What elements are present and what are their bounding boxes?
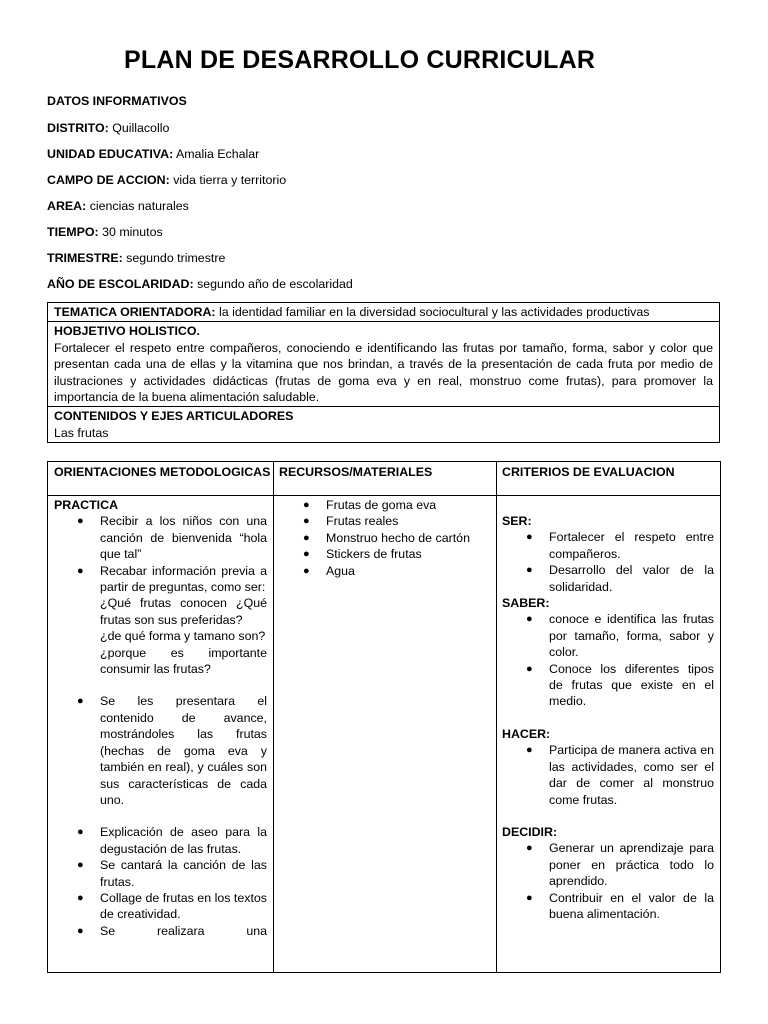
- contenidos-label: CONTENIDOS Y EJES ARTICULADORES: [54, 409, 294, 424]
- pregunta: ¿de qué forma y tamano son?: [100, 629, 266, 644]
- datos-heading: DATOS INFORMATIVOS: [47, 94, 187, 108]
- list-item: ● Frutas reales: [303, 514, 399, 529]
- list-item: ● Collage de frutas en los textos de creatividad.: [77, 890, 267, 922]
- list-item: ● Fortalecer el respeto entre compañeros.: [526, 530, 714, 561]
- objetivo-label: HOBJETIVO HOLISTICO.: [54, 324, 200, 339]
- plan-table: [47, 461, 721, 973]
- criterios-column: [496, 462, 720, 972]
- tematica-section: TEMATICA ORIENTADORA: la identidad familiar en la diversidad sociocultural y las actividades productivas: [48, 303, 719, 322]
- list-item: ● Explicación de aseo para la degustación de las frutas.: [77, 825, 267, 856]
- objetivo-text: Fortalecer el respeto entre compañeros, conociendo e identificando las frutas por tamaño, forma, sabor y color que presentan cada una de ellas y la vitamina que nos brindan, a través de la presentación de cada fruta por medio de ilustraciones y actividades didácticas (frutas de goma eva y en real, monstruo come frutas), para promover la importancia de la buena alimentación saludable.: [54, 340, 713, 405]
- recursos-header: RECURSOS/MATERIALES: [279, 465, 433, 479]
- practica-label: PRACTICA: [54, 498, 119, 512]
- objetivo-section: [48, 322, 719, 407]
- plan-summary-box: [47, 302, 720, 443]
- ser-label: SER:: [502, 514, 532, 528]
- list-item: ● Stickers de frutas: [303, 547, 422, 562]
- list-item: ● Monstruo hecho de cartón: [303, 530, 470, 545]
- info-trimestre: TRIMESTRE: segundo trimestre: [47, 251, 226, 265]
- list-item: ● Agua: [303, 563, 355, 578]
- orientaciones-column: [48, 462, 273, 972]
- pregunta: ¿Qué frutas conocen ¿Qué frutas son sus preferidas?: [100, 596, 267, 627]
- criterios-header: CRITERIOS DE EVALUACION: [502, 465, 675, 479]
- list-item: ● Se realizara una: [77, 923, 267, 938]
- list-item: ● conoce e identifica las frutas por tamaño, forma, sabor y color.: [526, 612, 714, 660]
- list-item: ● Contribuir en el valor de la buena alimentación.: [526, 890, 714, 921]
- orientaciones-header: ORIENTACIONES METODOLOGICAS: [54, 465, 271, 479]
- list-item: ● Generar un aprendizaje para poner en práctica todo lo aprendido.: [526, 841, 714, 889]
- info-tiempo: TIEMPO: 30 minutos: [47, 225, 163, 239]
- contenidos-value: Las frutas: [54, 425, 109, 440]
- info-area: AREA: ciencias naturales: [47, 199, 189, 213]
- pregunta: ¿porque es importante consumir las frutas?: [100, 645, 267, 677]
- list-item: ● Participa de manera activa en las actividades, como ser el dar de comer al monstruo come frutas.: [526, 743, 714, 807]
- info-distrito: DISTRITO: Quillacollo: [47, 121, 170, 135]
- list-item: ● Se les presentara el contenido de avance, mostrándoles las frutas (hechas de goma eva y también en real), y cuáles son sus características de cada uno.: [77, 694, 267, 807]
- contenidos-section: [48, 407, 719, 443]
- info-campo-de-accion: CAMPO DE ACCION: vida tierra y territorio: [47, 173, 287, 187]
- decidir-label: DECIDIR:: [502, 824, 558, 839]
- info-ano-escolaridad: AÑO DE ESCOLARIDAD: segundo año de escolaridad: [47, 277, 353, 291]
- saber-label: SABER:: [502, 596, 550, 611]
- list-item: ● Recabar información previa a partir de preguntas, como ser: ¿Qué frutas conocen ¿Qué frutas son sus preferidas? ¿de qué forma y tamano son? ¿porque es importante consumir las frutas?: [77, 563, 267, 677]
- list-item: ● Frutas de goma eva: [303, 498, 437, 512]
- list-item: ● Conoce los diferentes tipos de frutas que existe en el medio.: [526, 661, 714, 709]
- recursos-column: [273, 462, 496, 972]
- list-item: ● Recibir a los niños con una canción de bienvenida “hola que tal”: [77, 514, 267, 562]
- page-title: PLAN DE DESARROLLO CURRICULAR: [124, 46, 596, 74]
- info-unidad-educativa: UNIDAD EDUCATIVA: Amalia Echalar: [47, 147, 260, 161]
- hacer-label: HACER:: [502, 726, 551, 741]
- list-item: ● Desarrollo del valor de la solidaridad.: [526, 563, 714, 594]
- list-item: ● Se cantará la canción de las frutas.: [77, 858, 267, 889]
